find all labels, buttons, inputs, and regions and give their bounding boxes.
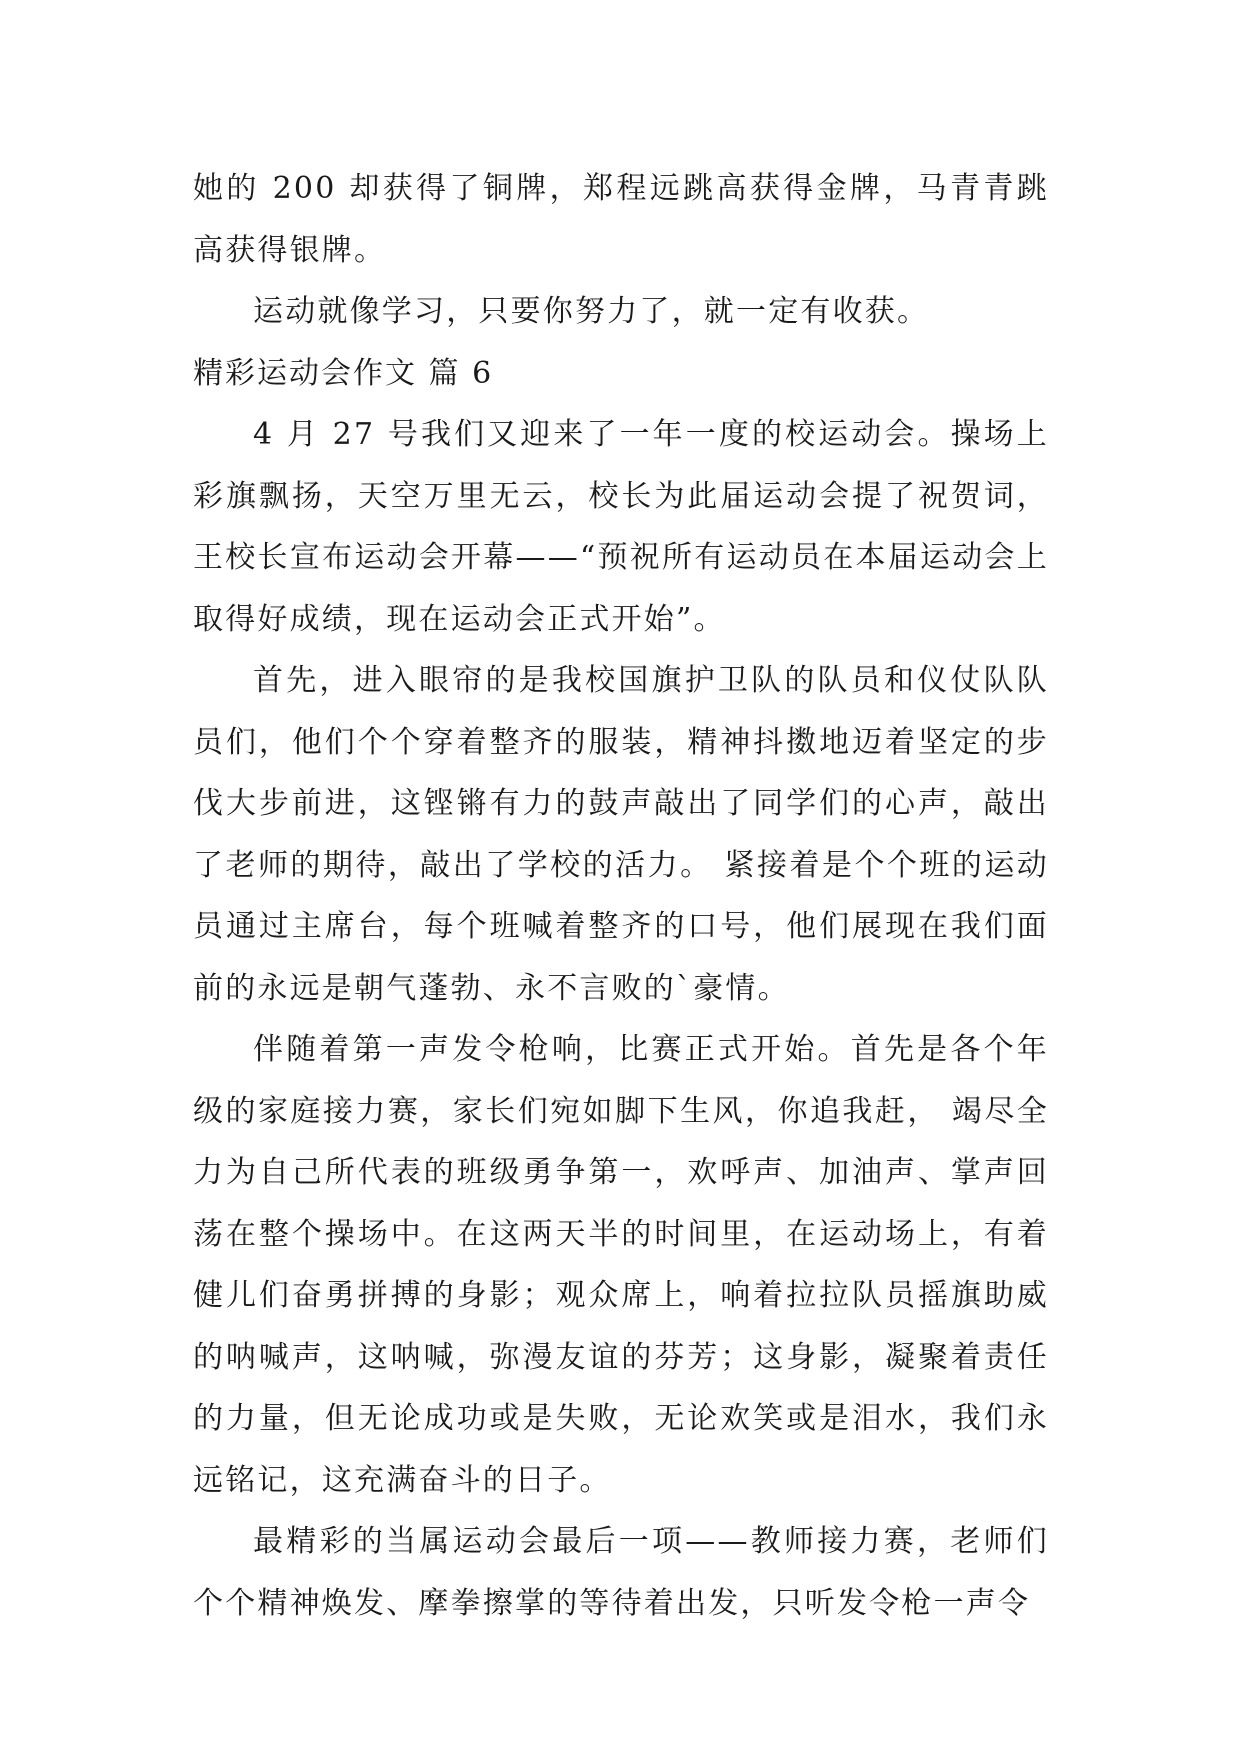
- paragraph-continued: 她的 200 却获得了铜牌，郑程远跳高获得金牌，马青青跳高获得银牌。: [193, 171, 1049, 268]
- paragraph: 首先，进入眼帘的是我校国旗护卫队的队员和仪仗队队员们，他们个个穿着整齐的服装，精神抖擞地迈着坚定的步伐大步前进，这铿锵有力的鼓声敲出了同学们的心声，敲出了老师的期待，敲出了学校的活力。 紧接着是个个班的运动员通过主席台，每个班喊着整齐的口号，他们展现在我们面前的永远是朝气蓬勃、永不言败的`豪情。: [193, 663, 1049, 1006]
- paragraph: 运动就像学习，只要你努力了，就一定有收获。: [253, 294, 930, 329]
- essay-section-heading: 精彩运动会作文 篇 6: [193, 355, 494, 391]
- essay-body: [193, 158, 1049, 1634]
- paragraph: 伴随着第一声发令枪响，比赛正式开始。首先是各个年级的家庭接力赛，家长们宛如脚下生风，你追我赶， 竭尽全力为自己所代表的班级勇争第一，欢呼声、加油声、掌声回荡在整个操场中。在这两天半的时间里，在运动场上，有着健儿们奋勇拼搏的身影；观众席上，响着拉拉队员摇旗助威的呐喊声，这呐喊，弥漫友谊的芬芳；这身影，凝聚着责任的力量，但无论成功或是失败，无论欢笑或是泪水，我们永远铭记，这充满奋斗的日子。: [193, 1032, 1049, 1498]
- paragraph: 最精彩的当属运动会最后一项——教师接力赛，老师们个个精神焕发、摩拳擦掌的等待着出发，只听发令枪一声令: [193, 1524, 1049, 1621]
- paragraph: 4 月 27 号我们又迎来了一年一度的校运动会。操场上彩旗飘扬，天空万里无云，校长为此届运动会提了祝贺词，王校长宣布运动会开幕——“预祝所有运动员在本届运动会上取得好成绩，现在运动会正式开始”。: [193, 417, 1049, 637]
